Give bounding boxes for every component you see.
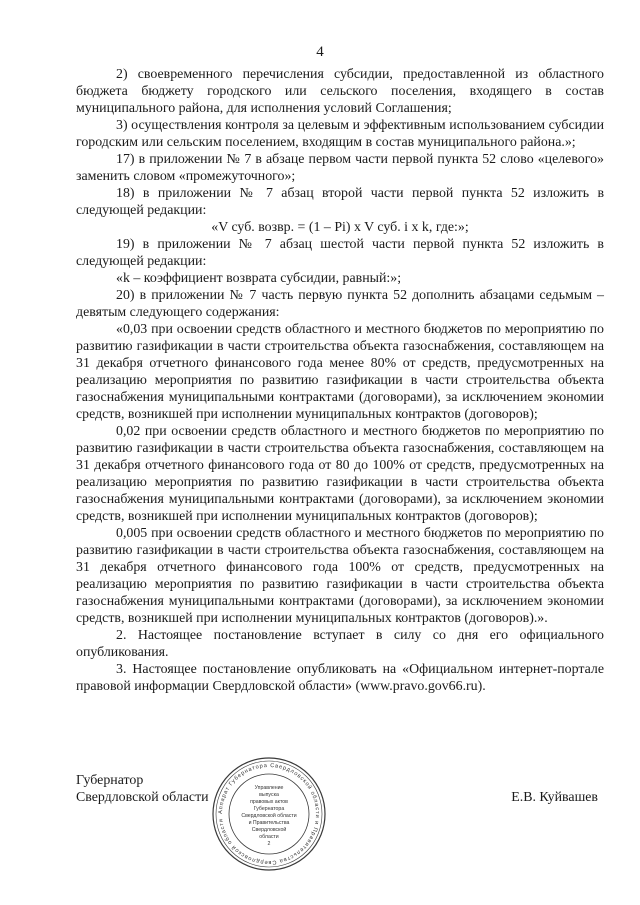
paragraph-effective-date: 2. Настоящее постановление вступает в силу со дня его официального опубликования. <box>76 628 604 660</box>
svg-text:Управление: Управление <box>254 785 284 791</box>
svg-text:2: 2 <box>267 841 271 847</box>
svg-text:выпуска: выпуска <box>259 792 279 798</box>
svg-text:и Правительства: и Правительства <box>248 820 290 826</box>
page-number: 4 <box>316 44 324 60</box>
svg-text:области: области <box>259 834 279 840</box>
formula-line: «V суб. возвр. = (1 – Pi) x V суб. i x k, где:»; <box>211 220 469 235</box>
seal-ring-text: Аппарат Губернатора Свердловской области и Правительства Свердловской области <box>217 762 321 866</box>
svg-text:Губернатора: Губернатора <box>253 806 285 812</box>
svg-text:Свердловской области: Свердловской области <box>241 813 297 819</box>
paragraph-item-20: 20) в приложении № 7 часть первую пункта 52 дополнить абзацами седьмым – девятым следующего содержания: <box>76 288 604 320</box>
document-body <box>76 66 604 695</box>
paragraph-item-2: 2) своевременного перечисления субсидии, предоставленной из областного бюджета бюджету городского или сельского поселения, входящего в состав муниципального района, для исполнения условий Соглашения; <box>76 67 604 116</box>
svg-text:правовых актов: правовых актов <box>250 799 288 805</box>
paragraph-coefficient: «k – коэффициент возврата субсидии, равный:»; <box>116 271 402 286</box>
paragraph-item-19: 19) в приложении № 7 абзац шестой части первой пункта 52 изложить в следующей редакции: <box>76 237 604 269</box>
paragraph-item-17: 17) в приложении № 7 в абзаце первом части первой пункта 52 слово «целевого» заменить словом «промежуточного»; <box>76 152 604 184</box>
paragraph-item-18: 18) в приложении № 7 абзац второй части первой пункта 52 изложить в следующей редакции: <box>76 186 604 218</box>
paragraph-coef-002: 0,02 при освоении средств областного и местного бюджетов по мероприятию по развитию газификации в части строительства объекта газоснабжения, составляющем на 31 декабря отчетного финансового года от 80 до 100% от средств, предусмотренных на реализацию мероприятия по развитию газификации в части строительства объекта газоснабжения муниципальными контрактами (договорами), за исключением экономии средств, возникшей при исполнении муниципальных контрактов (договоров); <box>76 424 604 524</box>
signatory-name: Е.В. Куйвашев <box>511 790 598 805</box>
paragraph-publication: 3. Настоящее постановление опубликовать на «Официальном интернет-портале правовой информации Свердловской области» (www.pravo.gov66.ru). <box>76 662 604 694</box>
signatory-title-line1: Губернатор <box>76 773 144 788</box>
official-seal-stamp <box>211 756 327 872</box>
signatory-title-line2: Свердловской области <box>76 790 209 805</box>
paragraph-item-3: 3) осуществления контроля за целевым и эффективным использованием субсидии городским или сельским поселением, входящим в состав муниципального района.»; <box>76 118 604 150</box>
signatory-title <box>76 772 209 806</box>
paragraph-coef-0005: 0,005 при освоении средств областного и местного бюджетов по мероприятию по развитию газификации в части строительства объекта газоснабжения, составляющем на 31 декабря отчетного финансового года 100% от средств, предусмотренных на реализацию мероприятия по развитию газификации в части строительства объекта газоснабжения муниципальными контрактами (договорами), за исключением экономии средств, возникшей при исполнении муниципальных контрактов (договоров).». <box>76 526 604 626</box>
signature-block <box>76 772 604 812</box>
svg-text:Свердловской: Свердловской <box>251 827 287 833</box>
paragraph-coef-003: «0,03 при освоении средств областного и местного бюджетов по мероприятию по развитию газификации в части строительства объекта газоснабжения, составляющем на 31 декабря отчетного финансового года менее 80% от средств, предусмотренных на реализацию мероприятия по развитию газификации в части строительства объекта газоснабжения муниципальными контрактами (договорами), за исключением экономии средств, возникшей при исполнении муниципальных контрактов (договоров); <box>76 322 604 422</box>
